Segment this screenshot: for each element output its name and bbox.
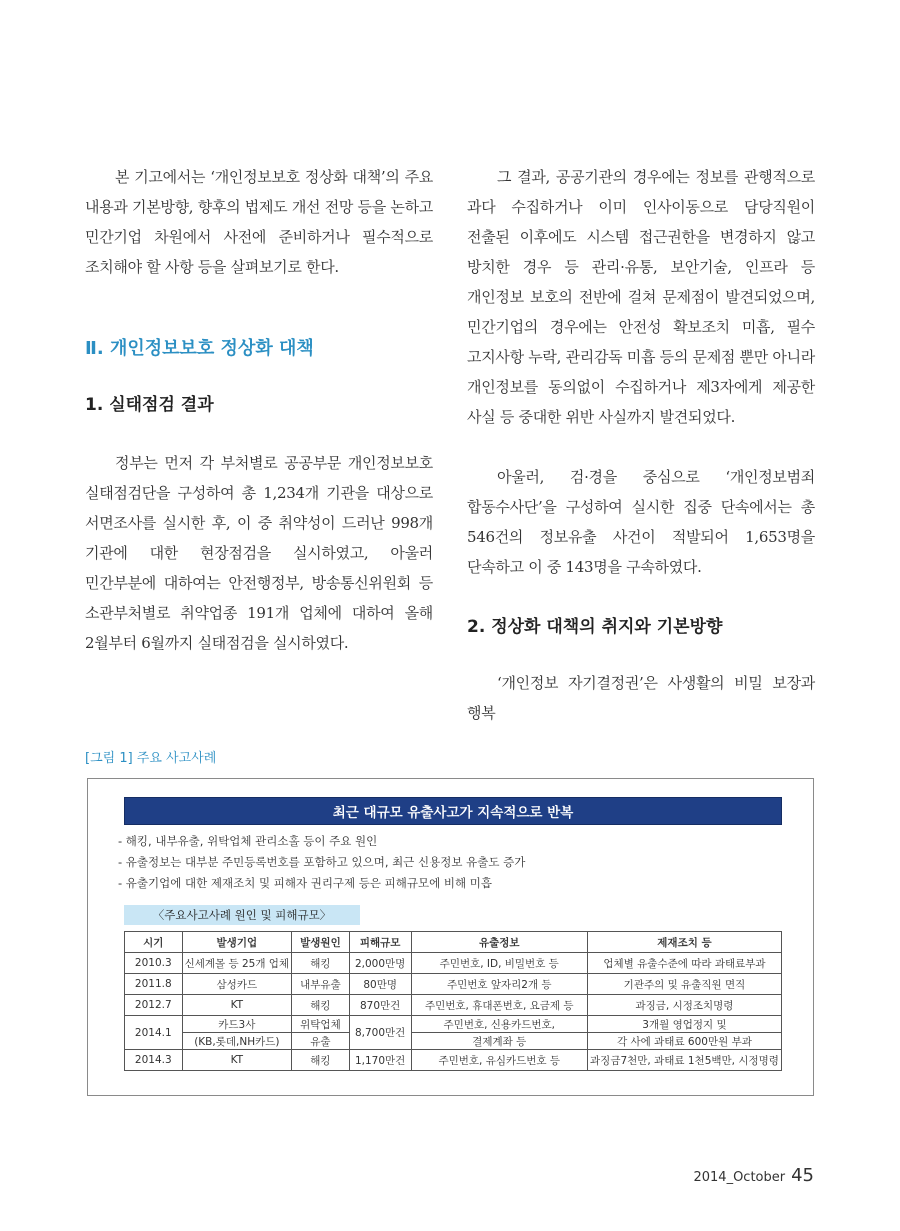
- header-scale: 피해규모: [349, 932, 411, 953]
- table-row: [125, 974, 782, 995]
- header-info: 유출정보: [411, 932, 587, 953]
- page-number: 45: [791, 1165, 814, 1186]
- cell-cause: 해킹: [292, 1050, 350, 1071]
- cell-company: 삼성카드: [182, 974, 292, 995]
- cell-cause: 해킹: [292, 953, 350, 974]
- cell-scale: 2,000만명: [349, 953, 411, 974]
- figure-caption: [그림 1] 주요 사고사례: [85, 751, 217, 766]
- header-cause: 발생원인: [292, 932, 350, 953]
- bullet-item: - 해킹, 내부유출, 위탁업체 관리소홀 등이 주요 원인: [118, 834, 378, 848]
- issue-label: 2014_October: [693, 1170, 786, 1185]
- cell-action: 3개월 영업정지 및: [587, 1016, 781, 1033]
- table-row: [125, 995, 782, 1016]
- cell-action: 업체별 유출수준에 따라 과태료부과: [587, 953, 781, 974]
- cell-scale: 870만건: [349, 995, 411, 1016]
- cell-scale: 80만명: [349, 974, 411, 995]
- inspection-paragraph: 정부는 먼저 각 부처별로 공공부문 개인정보보호 실태점검단을 구성하여 총 1,234개 기관을 대상으로 서면조사를 실시한 후, 이 중 취약성이 드러난 998개 기관에 대한 현장점검을 실시하였고, 아울러 민간부분에 대하여는 안전행정부, 방송통신위원회 등 소관부처별로 취약업종 191개 업체에 대하여 올해 2월부터 6월까지 실태점검을 실시하였다.: [85, 454, 433, 652]
- cell-cause: 해킹: [292, 995, 350, 1016]
- cell-date: 2010.3: [125, 953, 183, 974]
- crackdown-paragraph: 아울러, 검·경을 중심으로 ‘개인정보범죄 합동수사단’을 구성하여 실시한 집중 단속에서는 총 546건의 정보유출 사건이 적발되어 1,653명을 단속하고 이 중 143명을 구속하였다.: [467, 468, 815, 576]
- cell-info: 결제계좌 등: [411, 1033, 587, 1050]
- cell-cause: 유출: [292, 1033, 350, 1050]
- header-action: 제재조치 등: [587, 932, 781, 953]
- results-paragraph: 그 결과, 공공기관의 경우에는 정보를 관행적으로 과다 수집하거나 이미 인사이동으로 담당직원이 전출된 이후에도 시스템 접근권한을 변경하지 않고 방치한 경우 등 관리·유통, 보안기술, 인프라 등 개인정보 보호의 전반에 걸쳐 문제점이 발견되었으며, 민간기업의 경우에는 안전성 확보조치 미흡, 필수 고지사항 누락, 관리감독 미흡 등의 문제점 뿐만 아니라 개인정보를 동의없이 수집하거나 제3자에게 제공한 사실 등 중대한 위반 사실까지 발견되었다.: [467, 168, 815, 426]
- right-column: [467, 162, 815, 728]
- cell-action: 과징금, 시정조치명령: [587, 995, 781, 1016]
- cell-company: 카드3사: [182, 1016, 292, 1033]
- cell-date: 2011.8: [125, 974, 183, 995]
- header-date: 시기: [125, 932, 183, 953]
- page-footer: [693, 1165, 814, 1186]
- intro-paragraph: 본 기고에서는 ‘개인정보보호 정상화 대책’의 주요 내용과 기본방향, 향후의 법제도 개선 전망 등을 논하고 민간기업 차원에서 사전에 준비하거나 필수적으로 조치해야 할 사항 등을 살펴보기로 한다.: [85, 168, 433, 276]
- figure-box: [87, 778, 814, 1096]
- table-header-row: [125, 932, 782, 953]
- cell-scale: 8,700만건: [349, 1016, 411, 1050]
- cell-action: 기관주의 및 유출직원 면직: [587, 974, 781, 995]
- cell-date: 2014.3: [125, 1050, 183, 1071]
- table-row: [125, 953, 782, 974]
- figure-bullets: [118, 831, 525, 894]
- cell-date: 2012.7: [125, 995, 183, 1016]
- cell-action: 과징금7천만, 과태료 1천5백만, 시정명령: [587, 1050, 781, 1071]
- cell-cause: 위탁업체: [292, 1016, 350, 1033]
- cell-info: 주민번호 앞자리2개 등: [411, 974, 587, 995]
- table-row-continued: [125, 1033, 782, 1050]
- table-caption: 〈주요사고사례 원인 및 피해규모〉: [124, 905, 360, 925]
- cell-info: 주민번호, 휴대폰번호, 요금제 등: [411, 995, 587, 1016]
- cell-company: KT: [182, 1050, 292, 1071]
- purpose-paragraph: ‘개인정보 자기결정권’은 사생활의 비밀 보장과 행복: [467, 674, 815, 722]
- header-company: 발생기업: [182, 932, 292, 953]
- cell-info: 주민번호, 신용카드번호,: [411, 1016, 587, 1033]
- cell-info: 주민번호, 유심카드번호 등: [411, 1050, 587, 1071]
- figure-banner: 최근 대규모 유출사고가 지속적으로 반복: [124, 797, 782, 825]
- cell-company: 신세계몰 등 25개 업체: [182, 953, 292, 974]
- section-title: Ⅱ. 개인정보보호 정상화 대책: [85, 338, 314, 359]
- table-row: [125, 1050, 782, 1071]
- table-row: [125, 1016, 782, 1033]
- incident-table: [124, 931, 782, 1071]
- cell-scale: 1,170만건: [349, 1050, 411, 1071]
- cell-company: (KB,롯데,NH카드): [182, 1033, 292, 1050]
- subsection-title-1: 1. 실태점검 결과: [85, 395, 214, 415]
- subsection-title-2: 2. 정상화 대책의 취지와 기본방향: [467, 617, 723, 637]
- cell-action: 각 사에 과태료 600만원 부과: [587, 1033, 781, 1050]
- cell-cause: 내부유출: [292, 974, 350, 995]
- cell-date: 2014.1: [125, 1016, 183, 1050]
- left-column: [85, 162, 433, 658]
- cell-info: 주민번호, ID, 비밀번호 등: [411, 953, 587, 974]
- bullet-item: - 유출기업에 대한 제재조치 및 피해자 권리구제 등은 피해규모에 비해 미흡: [118, 876, 492, 890]
- bullet-item: - 유출정보는 대부분 주민등록번호를 포함하고 있으며, 최근 신용정보 유출도 증가: [118, 855, 526, 869]
- cell-company: KT: [182, 995, 292, 1016]
